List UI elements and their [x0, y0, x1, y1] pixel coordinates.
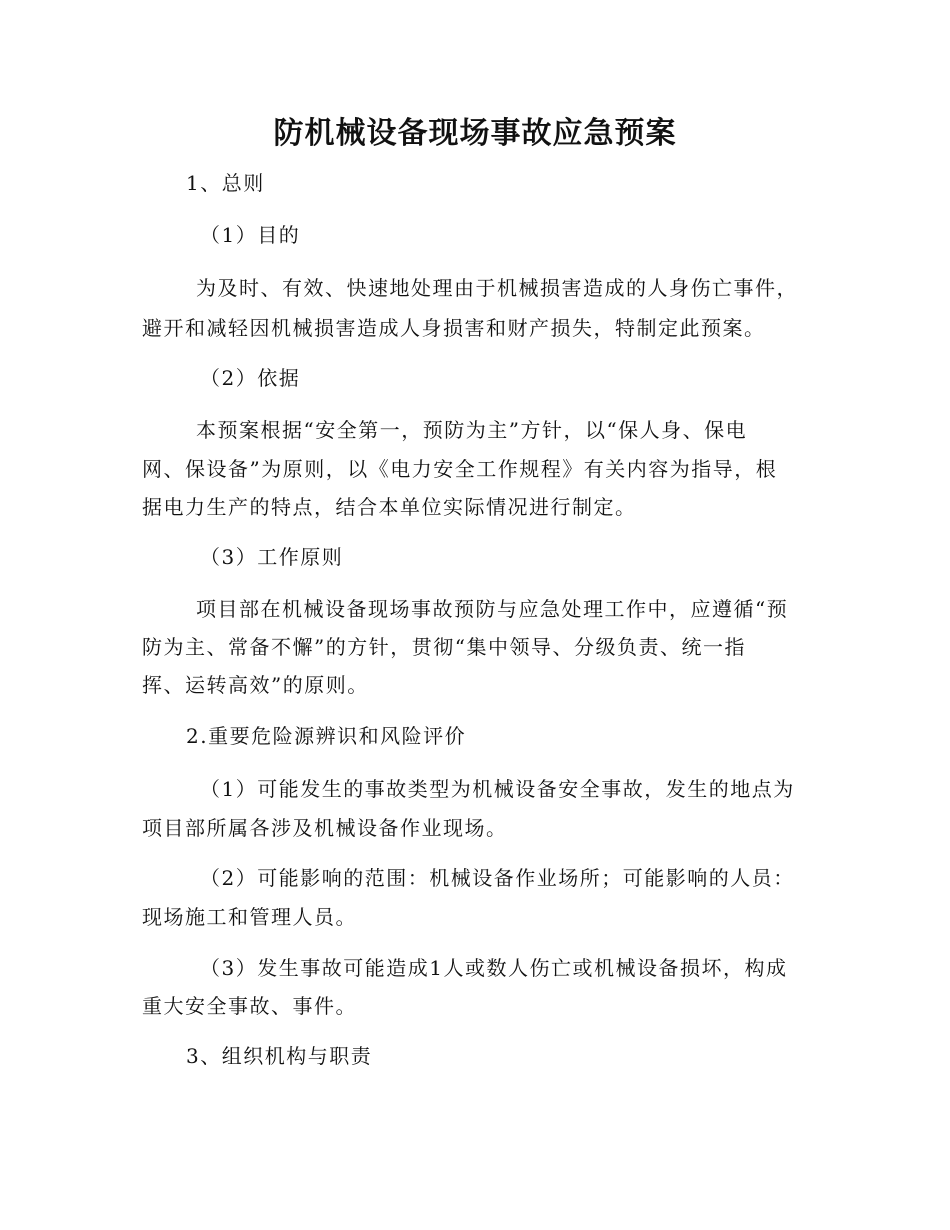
- paragraph-line: 为及时、有效、快速地处理由于机械损害造成的人身伤亡事件，: [196, 276, 798, 300]
- paragraph-line: （2）可能影响的范围：机械设备作业场所；可能影响的人员：: [200, 866, 795, 890]
- subheading-principles: （3）工作原则: [200, 545, 344, 569]
- subheading-purpose: （1）目的: [200, 223, 301, 247]
- section-heading-general: 1、总则: [186, 171, 265, 195]
- paragraph-line: 现场施工和管理人员。: [142, 905, 357, 929]
- subheading-basis: （2）依据: [200, 366, 301, 390]
- paragraph-line: 项目部所属各涉及机械设备作业现场。: [142, 816, 508, 840]
- paragraph-line: 避开和减轻因机械损害造成人身损害和财产损失，特制定此预案。: [142, 316, 766, 340]
- paragraph-line: 挥、运转高效”的原则。: [142, 673, 369, 697]
- paragraph-line: 重大安全事故、事件。: [142, 994, 357, 1018]
- paragraph-line: 据电力生产的特点，结合本单位实际情况进行制定。: [142, 495, 637, 519]
- section-heading-hazards: 2.重要危险源辨识和风险评价: [186, 724, 467, 748]
- section-heading-organization: 3、组织机构与职责: [186, 1044, 373, 1068]
- paragraph-line: 项目部在机械设备现场事故预防与应急处理工作中，应遵循“预: [196, 597, 789, 621]
- paragraph-line: 防为主、常备不懈”的方针，贯彻“集中领导、分级负责、统一指: [142, 635, 746, 659]
- paragraph-line: （3）发生事故可能造成1人或数人伤亡或机械设备损坏，构成: [200, 956, 788, 980]
- paragraph-line: 网、保设备”为原则，以《电力安全工作规程》有关内容为指导，根: [142, 457, 778, 481]
- document-title: 防机械设备现场事故应急预案: [273, 116, 677, 151]
- paragraph-line: 本预案根据“安全第一，预防为主”方针，以“保人身、保电: [196, 418, 748, 442]
- paragraph-line: （1）可能发生的事故类型为机械设备安全事故，发生的地点为: [200, 777, 795, 801]
